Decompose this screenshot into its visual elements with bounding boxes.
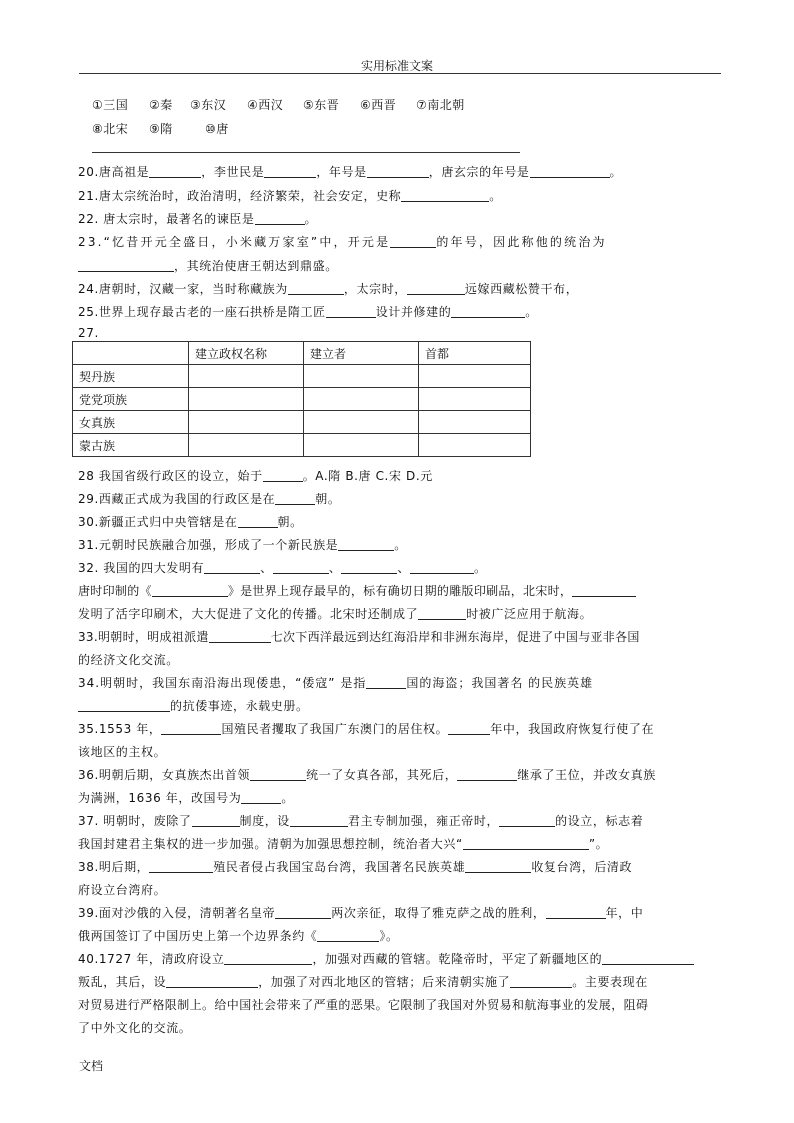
question-39-line-1: 39.面对沙俄的入侵，清朝著名皇帝 两次亲征，取得了雅克萨之战的胜利， 年，中 xyxy=(78,906,644,920)
question-32-line-3: 发明了活字印刷术，大大促进了文化的传播。北宋时还制成了 时被广泛应用于航海。 xyxy=(78,607,593,621)
option-5: ⑤东晋 xyxy=(303,98,340,112)
answer-blank[interactable] xyxy=(457,768,517,781)
table-cell[interactable] xyxy=(419,365,531,388)
answer-blank[interactable] xyxy=(572,584,636,597)
option-1: ①三国 xyxy=(92,98,129,112)
table-cell[interactable] xyxy=(304,365,419,388)
question-25: 25.世界上现存最古老的一座石拱桥是隋工匠 设计并修建的 。 xyxy=(78,305,538,319)
answer-blank[interactable] xyxy=(499,814,555,827)
question-31: 31.元朝时民族融合加强，形成了一个新民族是 。 xyxy=(78,538,407,552)
table-cell[interactable] xyxy=(304,411,419,434)
page-footer-label: 文档 xyxy=(79,1059,104,1073)
answer-blank[interactable] xyxy=(78,699,170,712)
answer-blank[interactable] xyxy=(250,768,306,781)
option-4: ④西汉 xyxy=(247,98,284,112)
answer-blank[interactable] xyxy=(149,860,213,873)
answer-blank[interactable] xyxy=(224,952,312,965)
answer-blank[interactable] xyxy=(390,235,436,248)
table-row xyxy=(73,388,531,411)
question-40-line-1: 40.1727 年，清政府设立 ，加强对西藏的管辖。乾隆帝时，平定了新疆地区的 xyxy=(78,950,694,967)
answer-blank[interactable] xyxy=(366,676,406,689)
answer-blank[interactable] xyxy=(78,259,174,272)
question-20: 20.唐高祖是 ，李世民是 ，年号是 ，唐玄宗的年号是 。 xyxy=(78,165,623,179)
answer-blank[interactable] xyxy=(602,952,694,965)
table-row-label: 契丹族 xyxy=(73,365,189,388)
question-40-line-2: 叛乱，其后，设 ，加强了对西北地区的管辖；后来清朝实施了 。主要表现在 xyxy=(78,975,648,989)
page-header-title: 实用标准文案 xyxy=(360,59,433,73)
answer-blank[interactable] xyxy=(288,282,344,295)
option-9: ⑨隋 xyxy=(149,122,173,136)
question-37-line-1: 37. 明朝时，废除了 制度，设 君主专制加强，雍正帝时， 的设立，标志着 xyxy=(78,814,644,828)
table-row xyxy=(73,434,531,457)
option-8: ⑧北宋 xyxy=(92,122,129,136)
table-row-label: 女真族 xyxy=(73,411,189,434)
option-10: ⑩唐 xyxy=(205,122,229,136)
answer-blank[interactable] xyxy=(341,561,397,574)
question-28: 28 我国省级行政区的设立，始于 。A.隋 B.唐 C.宋 D.元 xyxy=(78,469,433,483)
answer-blank[interactable] xyxy=(273,561,329,574)
question-27-table xyxy=(72,341,531,457)
question-21: 21.唐太宗统治时，政治清明，经济繁荣，社会安定，史称 。 xyxy=(78,189,502,203)
answer-blank[interactable] xyxy=(166,975,258,988)
question-24: 24.唐朝时，汉藏一家，当时称藏族为 ，太宗时， 远嫁西藏松赞干布， xyxy=(78,282,579,296)
question-40-line-4: 了中外文化的交流。 xyxy=(78,1021,192,1035)
answer-blank[interactable] xyxy=(161,722,221,735)
option-3: ③东汉 xyxy=(190,98,227,112)
answer-blank[interactable] xyxy=(407,282,465,295)
answer-blank[interactable] xyxy=(367,165,429,178)
table-cell[interactable] xyxy=(304,434,419,457)
answer-blank[interactable] xyxy=(463,837,589,850)
answer-blank[interactable] xyxy=(338,538,394,551)
question-22: 22. 唐太宗时，最著名的谏臣是 。 xyxy=(78,212,318,226)
answer-blank[interactable] xyxy=(451,305,525,318)
table-cell[interactable] xyxy=(189,411,304,434)
question-37-line-2: 我国封建君主集权的进一步加强。清朝为加强思想控制，统治者大兴“ ”。 xyxy=(78,837,609,851)
question-23-line-1: 23.“忆昔开元全盛日，小米藏万家室”中，开元是 的年号，因此称他的统治为 xyxy=(78,235,607,249)
answer-blank[interactable] xyxy=(204,561,260,574)
table-row xyxy=(73,365,531,388)
question-34-line-2: 的抗倭事迹，永载史册。 xyxy=(78,697,309,714)
question-36-line-2: 为满洲，1636 年，改国号为 。 xyxy=(78,791,294,805)
question-35-line-2: 该地区的主权。 xyxy=(78,745,167,759)
answer-blank[interactable] xyxy=(510,975,572,988)
question-39-line-2: 俄两国签订了中国历史上第一个边界条约《 》。 xyxy=(78,929,399,943)
answer-blank[interactable] xyxy=(263,469,303,482)
answer-blank[interactable] xyxy=(241,791,281,804)
answer-blank[interactable] xyxy=(275,492,315,505)
table-header-cell: 首都 xyxy=(419,342,531,365)
question-34-line-1: 34.明朝时，我国东南沿海出现倭患，“倭寇” 是指 国的海盗；我国著名 的民族英雄 xyxy=(78,676,594,690)
question-38-line-2: 府设立台湾府。 xyxy=(78,883,167,897)
table-row-label: 党党项族 xyxy=(73,388,189,411)
question-23-line-2: ，其统治使唐王朝达到鼎盛。 xyxy=(78,257,338,274)
table-cell[interactable] xyxy=(419,411,531,434)
answer-blank[interactable] xyxy=(317,929,379,942)
options-separator xyxy=(92,152,520,153)
answer-blank[interactable] xyxy=(418,607,466,620)
answer-blank[interactable] xyxy=(530,165,610,178)
answer-blank[interactable] xyxy=(264,165,316,178)
answer-blank[interactable] xyxy=(410,561,474,574)
table-cell[interactable] xyxy=(189,365,304,388)
answer-blank[interactable] xyxy=(192,814,240,827)
question-40-line-3: 对贸易进行严格限制上。给中国社会带来了严重的恶果。它限制了我国对外贸易和航海事业的发展，阻碍 xyxy=(78,998,649,1012)
answer-blank[interactable] xyxy=(209,630,271,643)
answer-blank[interactable] xyxy=(448,722,490,735)
table-header-cell: 建立政权名称 xyxy=(189,342,304,365)
answer-blank[interactable] xyxy=(149,165,201,178)
question-29: 29.西藏正式成为我国的行政区是在 朝。 xyxy=(78,492,341,506)
table-cell[interactable] xyxy=(304,388,419,411)
answer-blank[interactable] xyxy=(401,189,489,202)
question-33-line-1: 33.明朝时，明成祖派遣 七次下西洋最远到达红海沿岸和非洲东海岸，促进了中国与亚非各国 xyxy=(78,630,640,644)
question-38-line-1: 38.明后期， 殖民者侵占我国宝岛台湾，我国著名民族英雄 收复台湾，后清政 xyxy=(78,860,633,874)
table-header-cell xyxy=(73,342,189,365)
table-header-cell: 建立者 xyxy=(304,342,419,365)
option-7: ⑦南北朝 xyxy=(416,98,465,112)
answer-blank[interactable] xyxy=(546,906,606,919)
table-cell[interactable] xyxy=(189,388,304,411)
question-27-number: 27. xyxy=(78,326,99,340)
answer-blank[interactable] xyxy=(255,212,305,225)
answer-blank[interactable] xyxy=(326,305,376,318)
table-row xyxy=(73,411,531,434)
table-cell[interactable] xyxy=(189,434,304,457)
answer-blank[interactable] xyxy=(290,814,348,827)
table-row-label: 蒙古族 xyxy=(73,434,189,457)
table-header-row xyxy=(73,342,531,365)
question-33-line-2: 的经济文化交流。 xyxy=(78,653,179,667)
table-cell[interactable] xyxy=(419,388,531,411)
question-35-line-1: 35.1553 年， 国殖民者攫取了我国广东澳门的居住权。 年中，我国政府恢复行使了在 xyxy=(78,722,655,736)
question-32-line-1: 32. 我国的四大发明有 、 、 、 。 xyxy=(78,561,487,575)
option-2: ②秦 xyxy=(149,98,173,112)
question-36-line-1: 36.明朝后期，女真族杰出首领 统一了女真各部，其死后， 继承了王位，并改女真族 xyxy=(78,768,656,782)
option-6: ⑥西晋 xyxy=(360,98,397,112)
answer-blank[interactable] xyxy=(465,860,531,873)
question-32-line-2: 唐时印制的《 》是世界上现存最早的，标有确切日期的雕版印刷品，北宋时， xyxy=(78,582,636,599)
answer-blank[interactable] xyxy=(152,584,228,597)
table-cell[interactable] xyxy=(419,434,531,457)
header-rule xyxy=(79,73,721,74)
question-30: 30.新疆正式归中央管辖是在 朝。 xyxy=(78,515,303,529)
answer-blank[interactable] xyxy=(238,515,278,528)
answer-blank[interactable] xyxy=(275,906,331,919)
